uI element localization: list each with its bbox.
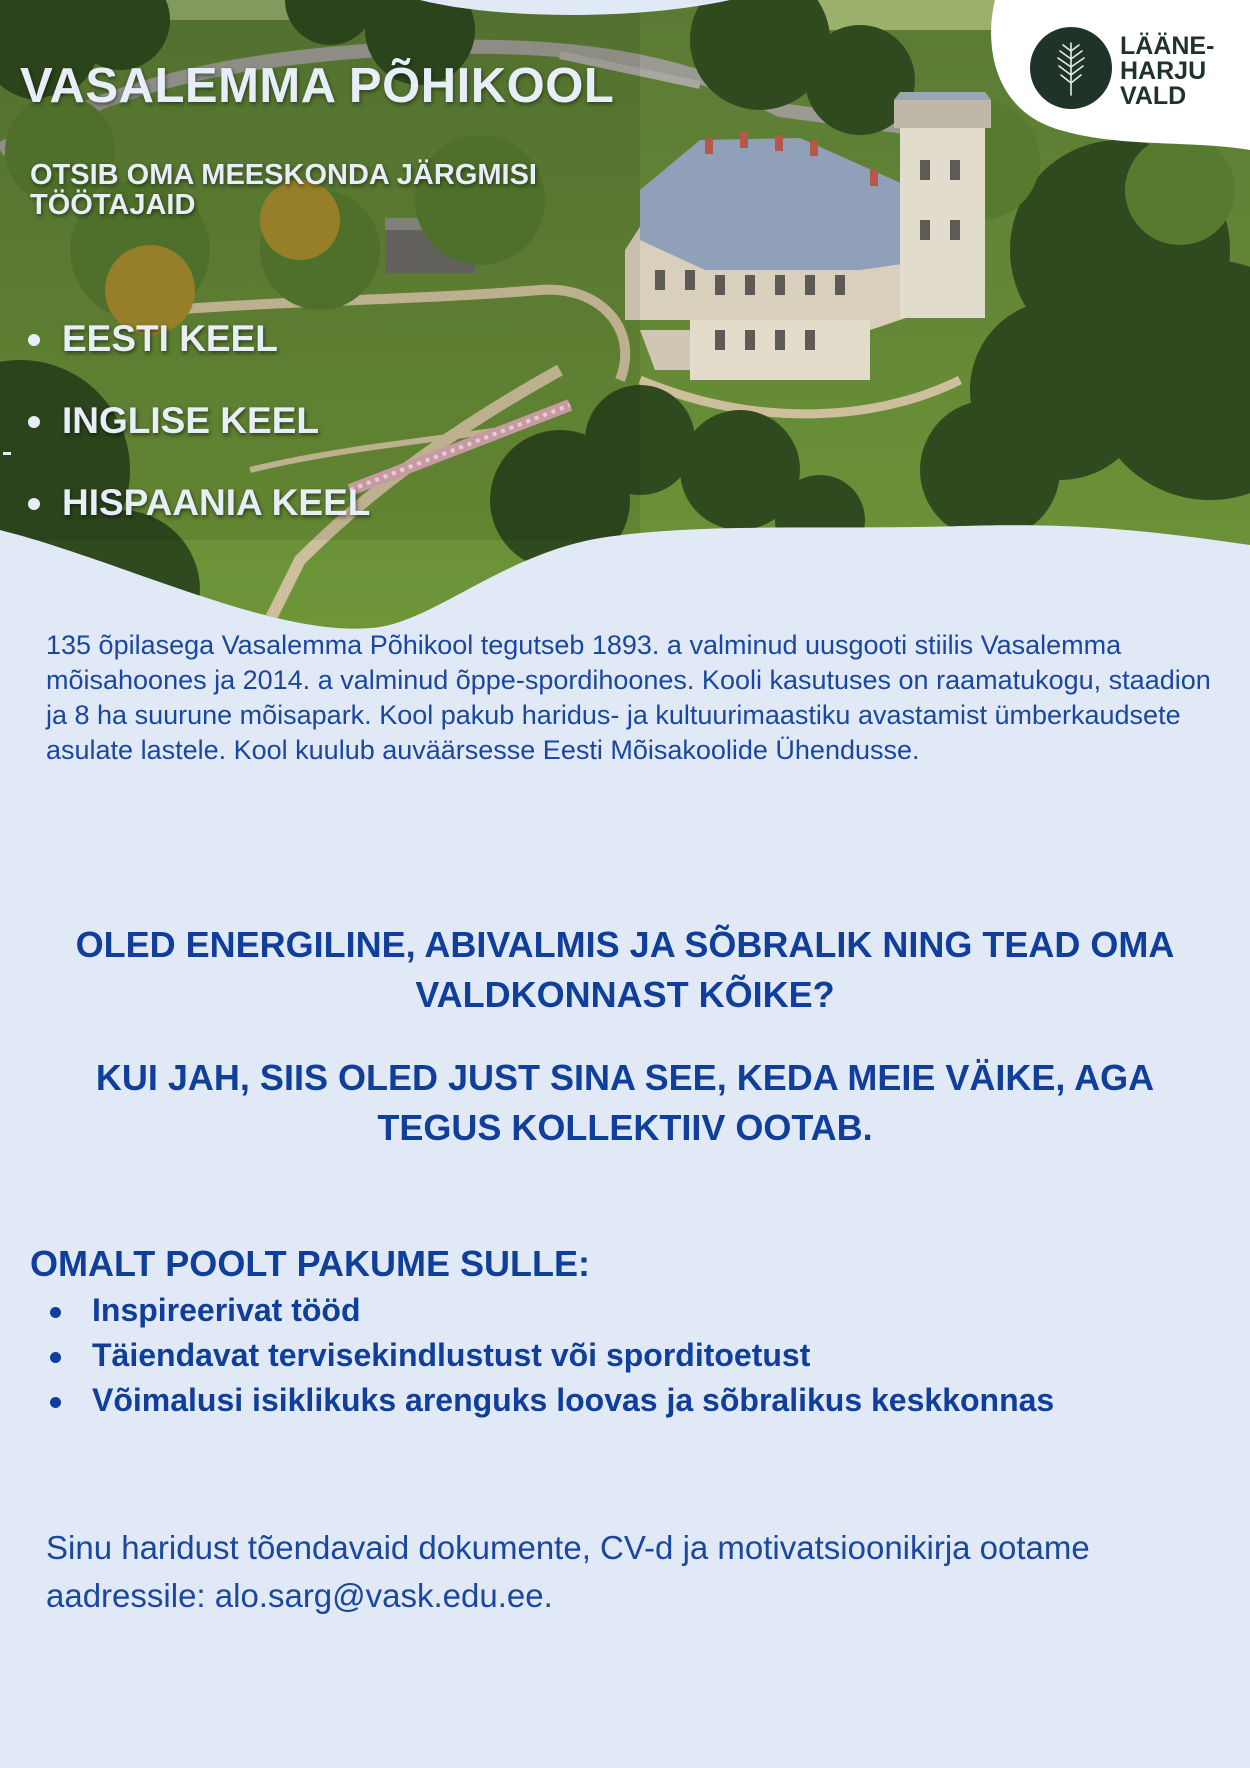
position-label: HISPAANIA KEEL [62,482,371,523]
offer-list [50,1292,1054,1427]
offer-label: Täiendavat tervisekindlustust või sporditoetust [92,1337,811,1373]
offer-label: Inspireerivat tööd [92,1292,361,1328]
leaf-icon [1030,27,1112,109]
hero-subtitle: OTSIB OMA MEESKONDA JÄRGMISI TÖÖTAJAID [30,159,537,221]
bullet-icon [50,1397,61,1408]
logo-wordmark: LÄÄNE- HARJU VALD [1120,32,1215,110]
bullet-icon [28,416,40,428]
callout-question: OLED ENERGILINE, ABIVALMIS JA SÕBRALIK NING TEAD OMA VALDKONNAST KÕIKE? [75,924,1175,1015]
decorative-dash [3,452,11,455]
position-label: EESTI KEEL [62,318,278,359]
offer-heading: OMALT POOLT PAKUME SULLE: [30,1243,590,1284]
page-title: VASALEMMA PÕHIKOOL [20,59,615,113]
bullet-icon [28,334,40,346]
offer-label: Võimalusi isiklikuks arenguks loovas ja sõbralikus keskkonnas [92,1382,1055,1418]
position-list [28,318,370,564]
position-item [28,400,370,482]
bullet-icon [28,498,40,510]
hero-area [0,0,1250,640]
position-item [28,318,370,400]
contact-info: Sinu haridust tõendavaid dokumente, CV-d ja motivatsioonikirja ootame aadressile: alo.sarg@vask.edu.ee. [46,1529,1090,1614]
offer-item [50,1382,1054,1427]
offer-item [50,1292,1054,1337]
bullet-icon [50,1307,61,1318]
bullet-icon [50,1352,61,1363]
offer-item [50,1337,1054,1382]
position-item [28,482,370,564]
municipality-logo [1030,27,1112,109]
position-label: INGLISE KEEL [62,400,319,441]
callout-answer: KUI JAH, SIIS OLED JUST SINA SEE, KEDA MEIE VÄIKE, AGA TEGUS KOLLEKTIIV OOTAB. [95,1057,1155,1148]
school-description: 135 õpilasega Vasalemma Põhikool tegutseb 1893. a valminud uusgooti stiilis Vasalemma mõisahoones ja 2014. a valminud õppe-spordihoones. Kooli kasutuses on raamatukogu, staadion ja 8 ha suurune mõisapark. Kool pakub haridus- ja kultuurimaastiku avastamist ümberkaudsete asulate lastele. Kool kuulub auväärsesse Eesti Mõisakoolide Ühendusse. [46,630,1211,765]
